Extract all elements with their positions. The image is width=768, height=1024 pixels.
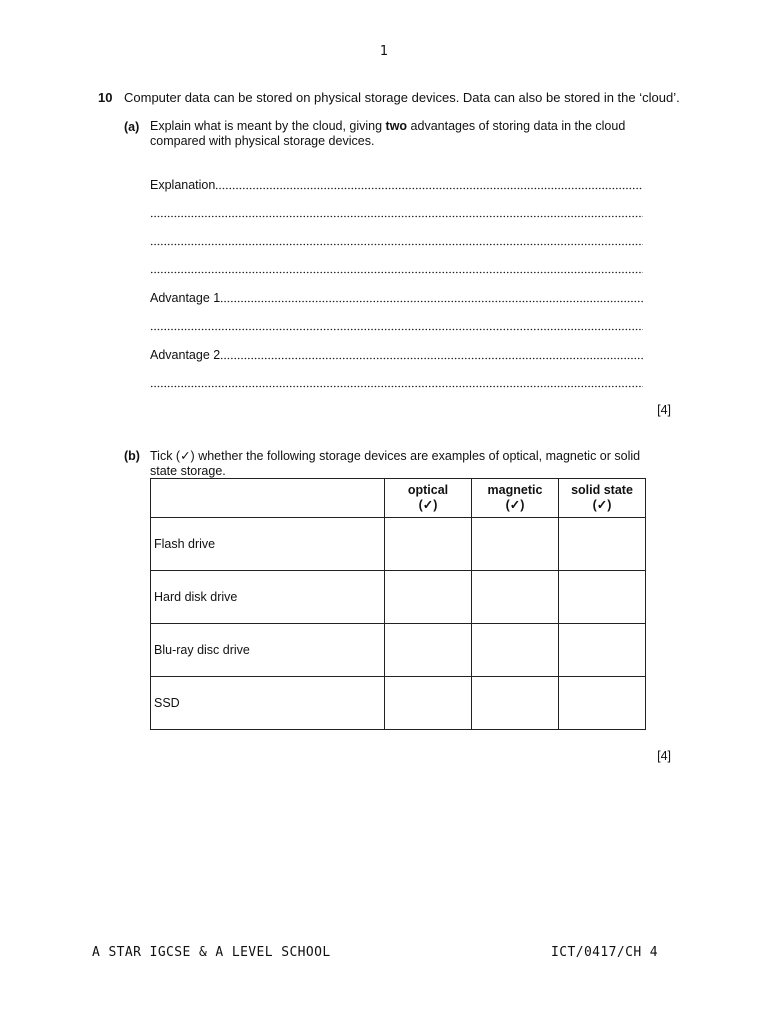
part-b-prompt: Tick (✓) whether the following storage devices are examples of optical, magnetic or solid state storage. xyxy=(150,449,641,478)
device-name: Flash drive xyxy=(151,518,385,571)
part-a-prompt xyxy=(150,119,680,149)
device-name: Hard disk drive xyxy=(151,571,385,624)
advantage-2-label: Advantage 2 xyxy=(150,348,221,362)
solid-state-tick-cell[interactable] xyxy=(559,677,646,730)
header-solid-state xyxy=(559,479,646,518)
magnetic-tick-cell[interactable] xyxy=(472,677,559,730)
magnetic-tick-cell[interactable] xyxy=(472,624,559,677)
dotted-line xyxy=(150,215,643,218)
question-number: 10 xyxy=(98,90,113,105)
solid-state-tick-cell[interactable] xyxy=(559,624,646,677)
header-optical-label: optical xyxy=(407,483,449,497)
header-magnetic-label: magnetic xyxy=(487,483,543,497)
tick-symbol: (✓) xyxy=(592,498,612,512)
question-stem: Computer data can be stored on physical storage devices. Data can also be stored in the ‘cloud’. xyxy=(124,90,680,105)
solid-state-tick-cell[interactable] xyxy=(559,518,646,571)
explanation-answer-line[interactable] xyxy=(150,260,643,276)
dotted-line xyxy=(150,328,643,331)
part-a-prompt-start: Explain what is meant by the cloud, giving xyxy=(150,119,386,133)
header-magnetic xyxy=(472,479,559,518)
storage-devices-table xyxy=(150,478,646,730)
footer-school-name: A STAR IGCSE & A LEVEL SCHOOL xyxy=(92,945,331,960)
optical-tick-cell[interactable] xyxy=(385,518,472,571)
table-row xyxy=(151,518,646,571)
footer-reference: ICT/0417/CH 4 xyxy=(551,945,658,960)
part-b-label: (b) xyxy=(124,449,140,463)
dotted-line xyxy=(220,300,643,303)
advantage-2-answer-line[interactable] xyxy=(150,346,643,362)
magnetic-tick-cell[interactable] xyxy=(472,518,559,571)
part-a-prompt-emphasis: two xyxy=(385,119,408,133)
dotted-line xyxy=(215,187,643,190)
optical-tick-cell[interactable] xyxy=(385,571,472,624)
explanation-answer-line[interactable] xyxy=(150,204,643,220)
part-a-label: (a) xyxy=(124,120,140,134)
advantage-2-answer-line[interactable] xyxy=(150,374,643,390)
solid-state-tick-cell[interactable] xyxy=(559,571,646,624)
magnetic-tick-cell[interactable] xyxy=(472,571,559,624)
device-name: Blu-ray disc drive xyxy=(151,624,385,677)
header-optical xyxy=(385,479,472,518)
dotted-line xyxy=(150,385,643,388)
page-number: 1 xyxy=(379,44,389,59)
table-row xyxy=(151,624,646,677)
optical-tick-cell[interactable] xyxy=(385,624,472,677)
optical-tick-cell[interactable] xyxy=(385,677,472,730)
dotted-line xyxy=(220,357,643,360)
explanation-answer-line[interactable] xyxy=(150,176,643,192)
explanation-label: Explanation xyxy=(150,178,216,192)
table-row xyxy=(151,677,646,730)
header-solid-state-label: solid state xyxy=(571,483,633,497)
header-device-blank xyxy=(151,479,385,518)
advantage-1-answer-line[interactable] xyxy=(150,317,643,333)
tick-symbol: (✓) xyxy=(505,498,525,512)
tick-symbol: (✓) xyxy=(418,498,438,512)
dotted-line xyxy=(150,271,643,274)
advantage-1-label: Advantage 1 xyxy=(150,291,221,305)
table-row xyxy=(151,571,646,624)
part-b-marks: [4] xyxy=(657,749,671,763)
table-header-row xyxy=(151,479,646,518)
device-name: SSD xyxy=(151,677,385,730)
advantage-1-answer-line[interactable] xyxy=(150,289,643,305)
dotted-line xyxy=(150,243,643,246)
part-a-marks: [4] xyxy=(657,403,671,417)
explanation-answer-line[interactable] xyxy=(150,232,643,248)
part-a-prompt-end: advantages of storing data in the cloud compared with physical storage devices. xyxy=(150,119,626,148)
